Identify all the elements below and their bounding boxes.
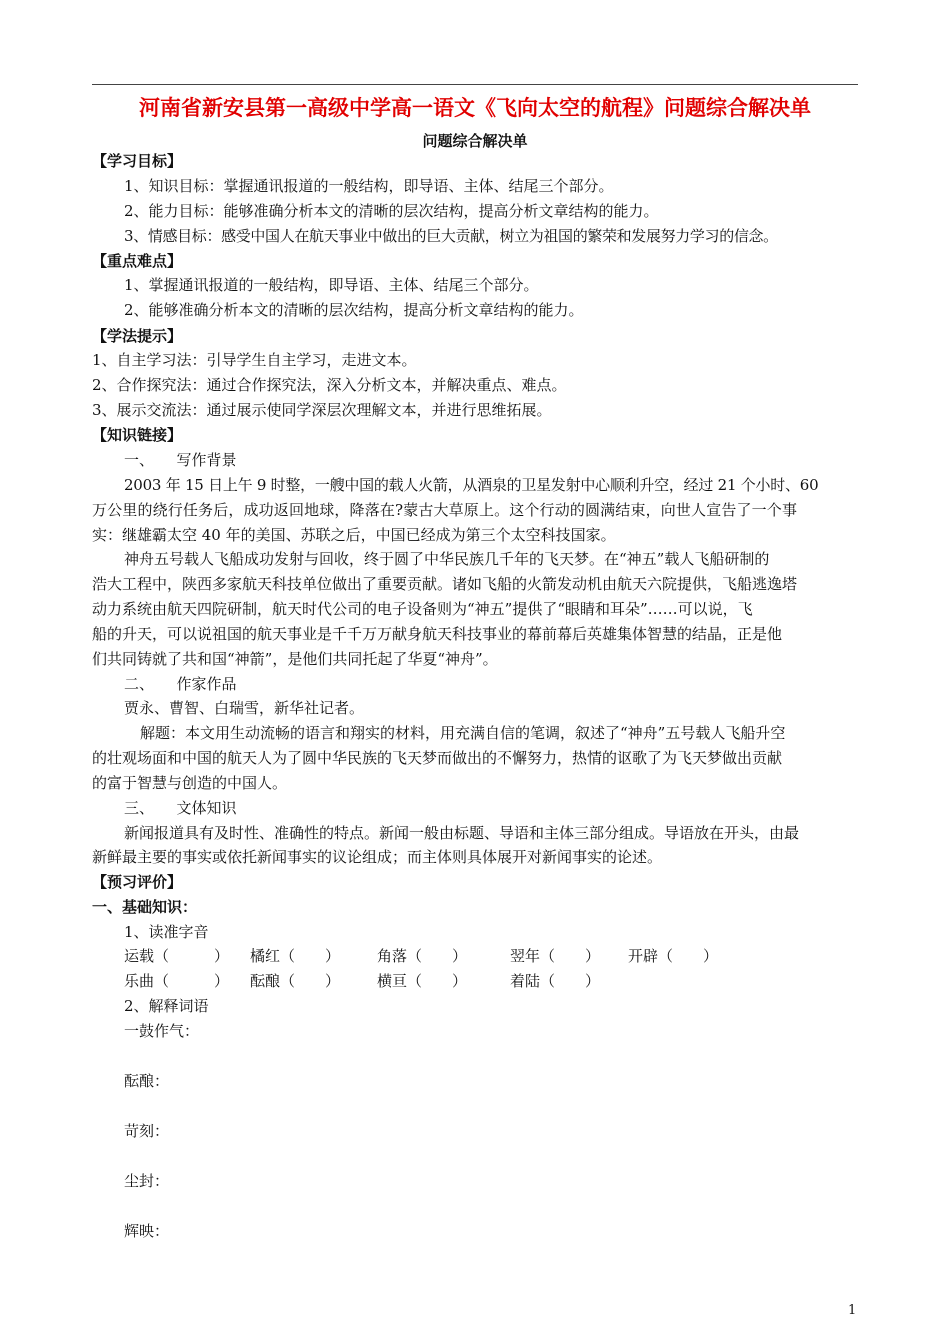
text-line: 的壮观场面和中国的航天人为了圆中华民族的飞天梦而做出的不懈努力，热情的讴歌了为飞天梦做出贡献 xyxy=(92,749,783,767)
pinyin-item: 橘红（ ） xyxy=(250,947,341,965)
subheading-author-works: 二、 作家作品 xyxy=(124,675,237,693)
text-line: 实：继雄霸太空 40 年的美国、苏联之后，中国已经成为第三个太空科技国家。 xyxy=(92,526,616,544)
vocab-prompt: 辉映： xyxy=(124,1222,170,1240)
page-number: 1 xyxy=(848,1303,857,1318)
text-line: 解题：本文用生动流畅的语言和翔实的材料，用充满自信的笔调，叙述了“神舟”五号载人飞船升空 xyxy=(140,724,786,742)
text-line: 贾永、曹智、白瑞雪，新华社记者。 xyxy=(124,699,365,717)
pinyin-item: 翌年（ ） xyxy=(510,947,601,965)
text-line: 2、能够准确分析本文的清晰的层次结构，提高分析文章结构的能力。 xyxy=(124,301,584,319)
section-heading-learning-goals: 【学习目标】 xyxy=(92,152,183,170)
pinyin-item: 运载（ ） xyxy=(124,947,230,965)
text-line: 2003 年 15 日上午 9 时整，一艘中国的载人火箭，从酒泉的卫星发射中心顺利升空，经过 21 个小时、60 xyxy=(124,476,819,494)
text-line: 新闻报道具有及时性、准确性的特点。新闻一般由标题、导语和主体三部分组成。导语放在开头，由最 xyxy=(124,824,800,842)
text-line: 3、展示交流法：通过展示使同学深层次理解文本，并进行思维拓展。 xyxy=(92,401,552,419)
text-line: 1、读准字音 xyxy=(124,923,209,941)
text-line: 2、合作探究法：通过合作探究法，深入分析文本，并解决重点、难点。 xyxy=(92,376,567,394)
text-line: 动力系统由航天四院研制，航天时代公司的电子设备则为“神五”提供了“眼睛和耳朵”……可以说，飞 xyxy=(92,600,753,618)
section-heading-key-points: 【重点难点】 xyxy=(92,252,183,270)
subheading-genre-knowledge: 三、 文体知识 xyxy=(124,799,237,817)
text-line: 1、自主学习法：引导学生自主学习，走进文本。 xyxy=(92,351,417,369)
text-line: 1、掌握通讯报道的一般结构，即导语、主体、结尾三个部分。 xyxy=(124,276,539,294)
header-rule xyxy=(92,84,858,85)
subheading-basic-knowledge: 一、基础知识： xyxy=(92,898,198,916)
text-line: 们共同铸就了共和国“神箭”，是他们共同托起了华夏“神舟”。 xyxy=(92,650,498,668)
text-line: 2、解释词语 xyxy=(124,997,209,1015)
vocab-prompt: 酝酿： xyxy=(124,1072,170,1090)
vocab-prompt: 苛刻： xyxy=(124,1122,170,1140)
vocab-prompt: 尘封： xyxy=(124,1172,170,1190)
document-subtitle: 问题综合解决单 xyxy=(422,132,528,150)
section-heading-preview-evaluation: 【预习评价】 xyxy=(92,873,183,891)
text-line: 船的升天，可以说祖国的航天事业是千千万万献身航天科技事业的幕前幕后英雄集体智慧的结晶，正是他 xyxy=(92,625,783,643)
pinyin-item: 横亘（ ） xyxy=(377,972,468,990)
vocab-prompt: 一鼓作气： xyxy=(124,1022,200,1040)
text-line: 的富于智慧与创造的中国人。 xyxy=(92,774,288,792)
text-line: 2、能力目标：能够准确分析本文的清晰的层次结构，提高分析文章结构的能力。 xyxy=(124,202,659,220)
section-heading-study-methods: 【学法提示】 xyxy=(92,327,183,345)
pinyin-item: 开辟（ ） xyxy=(628,947,719,965)
pinyin-item: 着陆（ ） xyxy=(510,972,601,990)
text-line: 1、知识目标：掌握通讯报道的一般结构，即导语、主体、结尾三个部分。 xyxy=(124,177,614,195)
subheading-writing-background: 一、 写作背景 xyxy=(124,451,237,469)
pinyin-item: 乐曲（ ） xyxy=(124,972,230,990)
text-line: 万公里的绕行任务后，成功返回地球，降落在?蒙古大草原上。这个行动的圆满结束，向世人宣告了一个事 xyxy=(92,501,798,519)
text-line: 3、情感目标：感受中国人在航天事业中做出的巨大贡献，树立为祖国的繁荣和发展努力学习的信念。 xyxy=(124,227,778,245)
section-heading-knowledge-links: 【知识链接】 xyxy=(92,426,183,444)
text-line: 新鲜最主要的事实或依托新闻事实的议论组成；而主体则具体展开对新闻事实的论述。 xyxy=(92,848,663,866)
document-title: 河南省新安县第一高级中学高一语文《飞向太空的航程》问题综合解决单 xyxy=(139,96,811,120)
pinyin-item: 角落（ ） xyxy=(377,947,468,965)
pinyin-item: 酝酿（ ） xyxy=(250,972,341,990)
text-line: 浩大工程中，陕西多家航天科技单位做出了重要贡献。诸如飞船的火箭发动机由航天六院提供，飞船逃逸塔 xyxy=(92,575,798,593)
text-line: 神舟五号载人飞船成功发射与回收，终于圆了中华民族几千年的飞天梦。在“神五”载人飞船研制的 xyxy=(124,550,770,568)
